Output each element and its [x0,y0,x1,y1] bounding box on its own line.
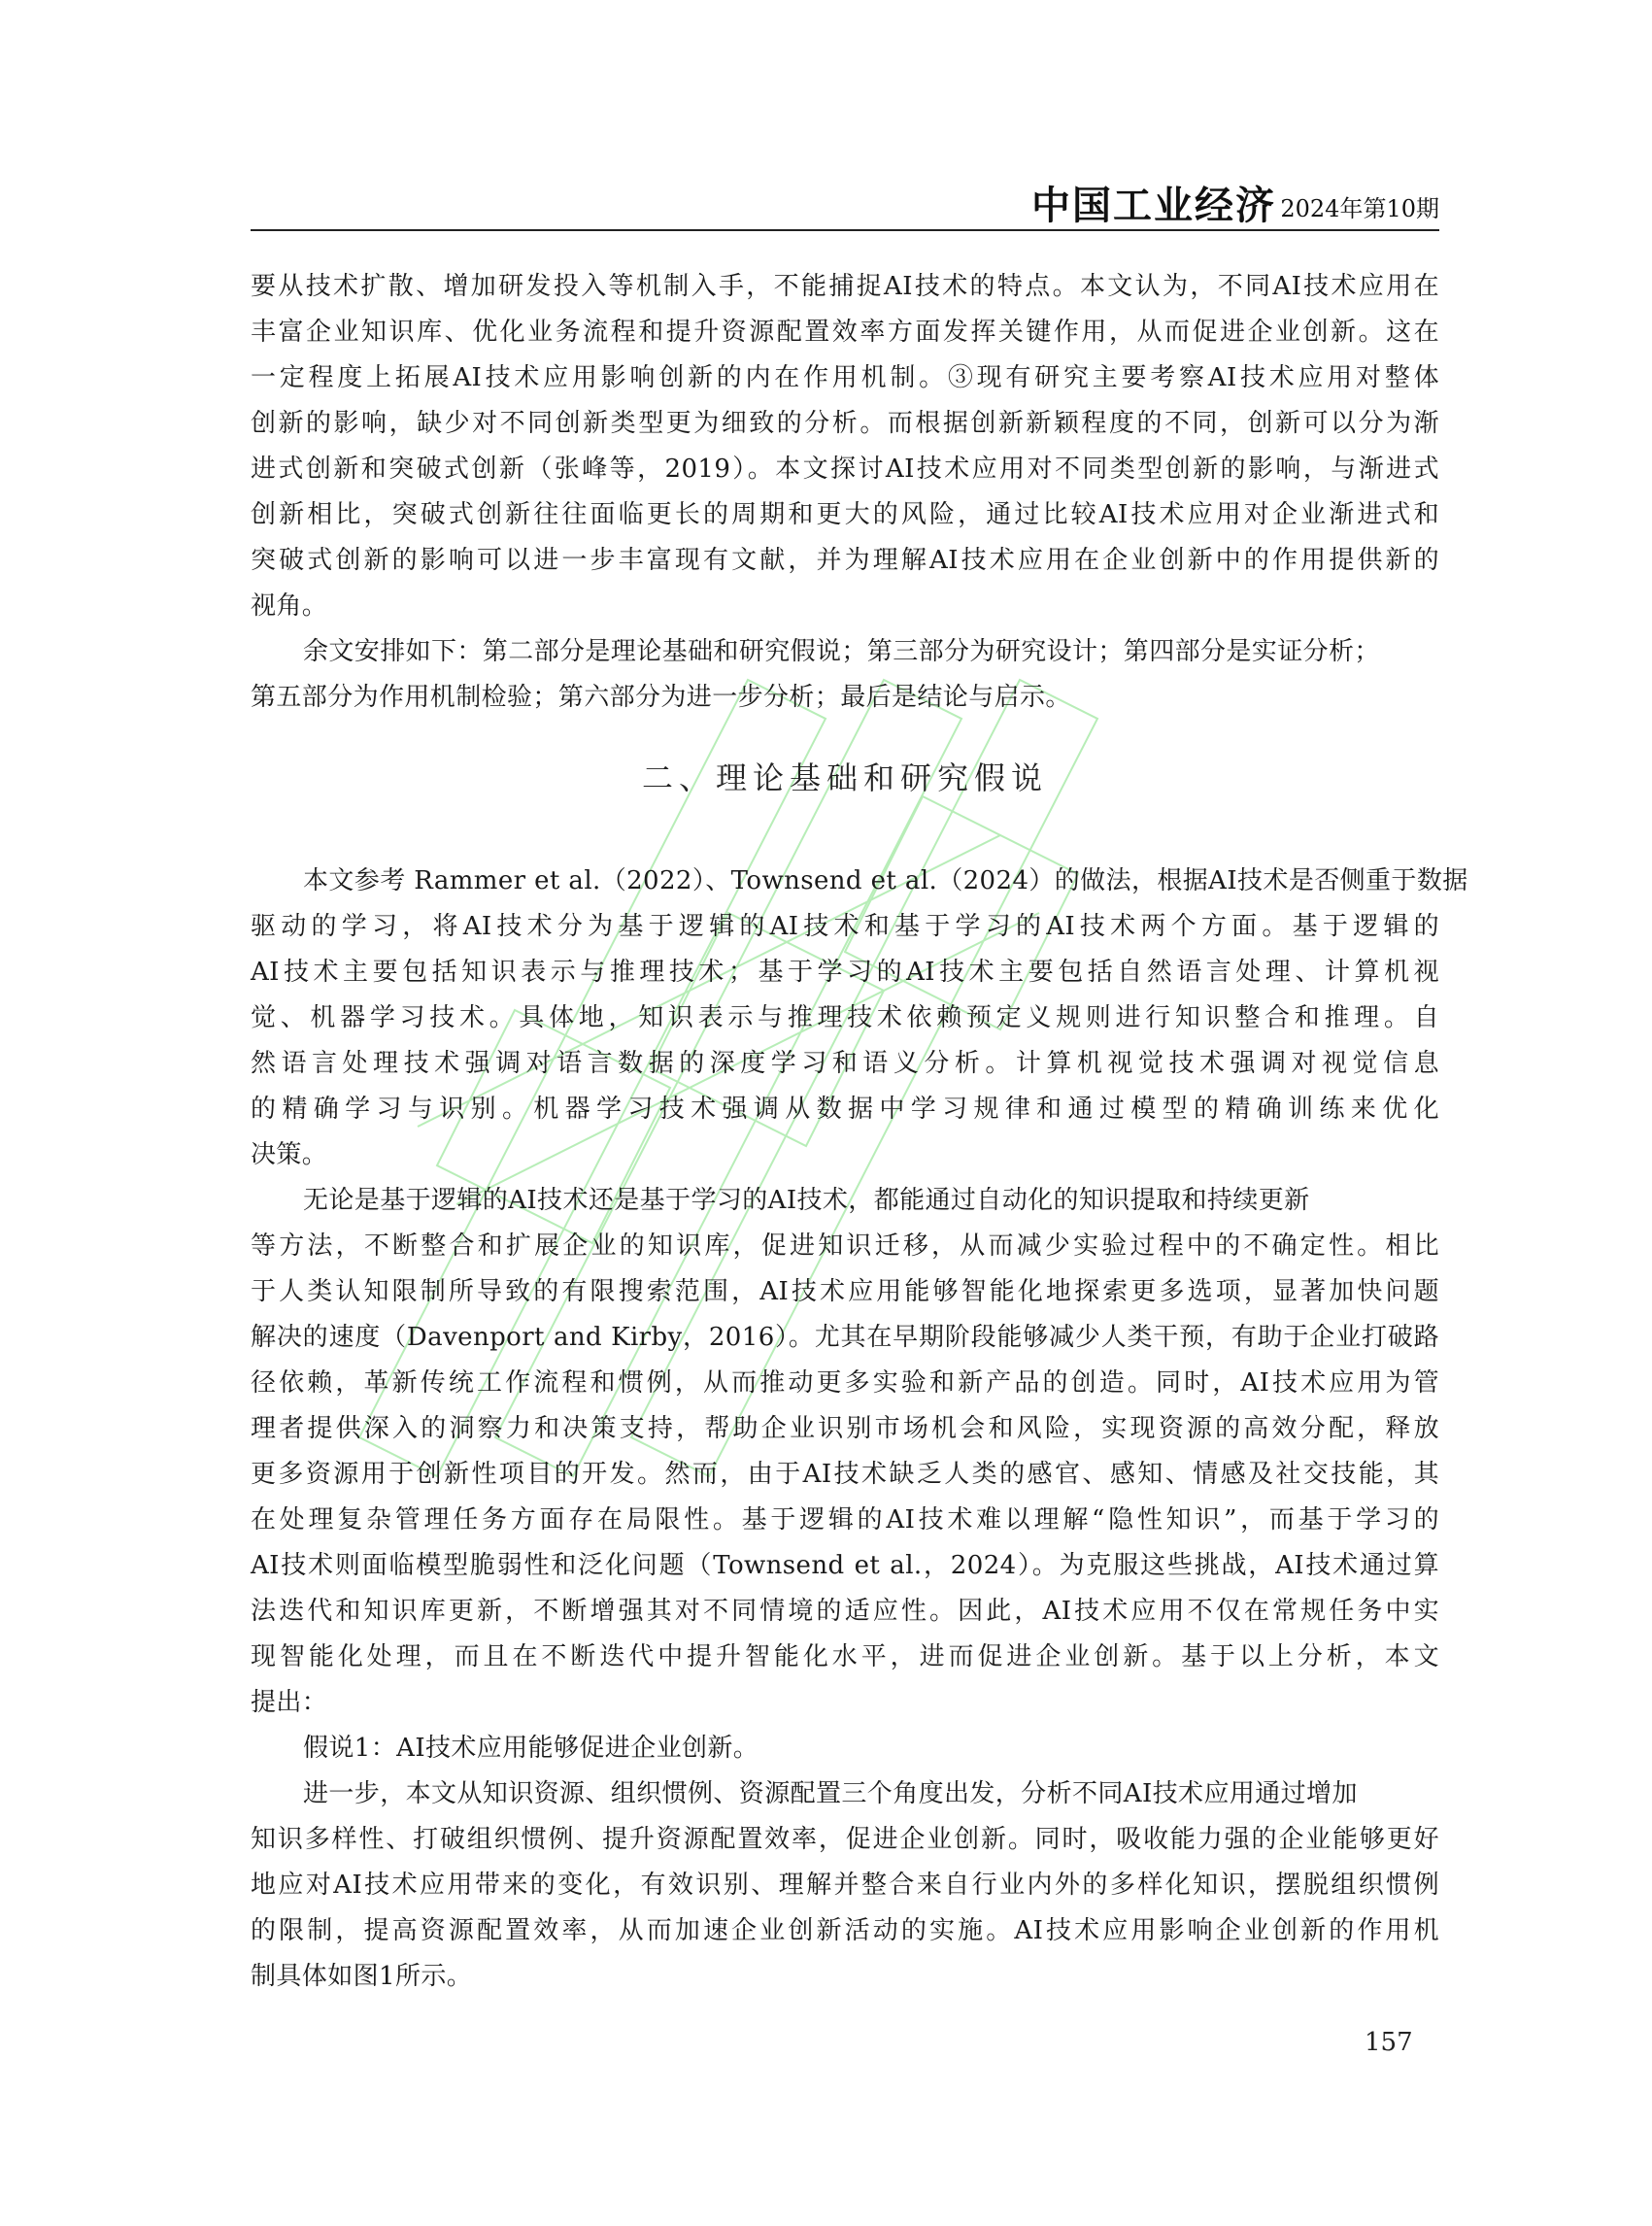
section-heading: 二、理论基础和研究假说 [641,759,1048,796]
running-header [251,183,1439,231]
paragraph-line: 的精确学习与识别。机器学习技术强调从数据中学习规律和通过模型的精确训练来优化 [251,1095,1439,1124]
journal-name: 中国工业经济 [1031,184,1276,228]
paragraph-line: 径依赖，革新传统工作流程和惯例，从而推动更多实验和新产品的创造。同时，AI技术应用为管 [251,1368,1439,1398]
hypothesis-statement: 假说1：AI技术应用能够促进企业创新。 [303,1734,759,1763]
paragraph-line: AI技术主要包括知识表示与推理技术；基于学习的AI技术主要包括自然语言处理、计算机视 [251,958,1439,987]
paragraph-line: 于人类认知限制所导致的有限搜索范围，AI技术应用能够智能化地探索更多选项，显著加快问题 [251,1277,1439,1306]
paragraph-line: 第五部分为作用机制检验；第六部分为进一步分析；最后是结论与启示。 [251,683,1071,712]
paragraph-line: 本文参考 Rammer et al.（2022）、Townsend et al.（2024）的做法，根据AI技术是否侧重于数据 [303,866,1468,895]
paragraph-line: 更多资源用于创新性项目的开发。然而，由于AI技术缺乏人类的感官、感知、情感及社交技能，其 [251,1460,1439,1489]
article-body [251,264,1468,2000]
issue-number: 2024年第10期 [1280,195,1439,222]
paragraph-line: 觉、机器学习技术。具体地，知识表示与推理技术依赖预定义规则进行知识整合和推理。自 [251,1003,1439,1032]
paragraph-line: 余文安排如下：第二部分是理论基础和研究假说；第三部分为研究设计；第四部分是实证分析； [303,637,1380,666]
paragraph-line: 在处理复杂管理任务方面存在局限性。基于逻辑的AI技术难以理解“隐性知识”，而基于学习的 [251,1505,1439,1535]
paragraph-line: 解决的速度（Davenport and Kirby，2016）。尤其在早期阶段能够减少人类干预，有助于企业打破路 [251,1323,1439,1352]
paragraph-line: AI技术则面临模型脆弱性和泛化问题（Townsend et al.，2024）。为克服这些挑战，AI技术通过算 [251,1551,1439,1580]
paragraph-line: 决策。 [251,1140,328,1169]
paragraph-line: 理者提供深入的洞察力和决策支持，帮助企业识别市场机会和风险，实现资源的高效分配，释放 [251,1414,1439,1443]
paragraph-line: 等方法，不断整合和扩展企业的知识库，促进知识迁移，从而减少实验过程中的不确定性。相比 [251,1231,1439,1261]
paragraph-line: 要从技术扩散、增加研发投入等机制入手，不能捕捉AI技术的特点。本文认为，不同AI技术应用在 [251,272,1439,301]
paragraph-line: 的限制，提高资源配置效率，从而加速企业创新活动的实施。AI技术应用影响企业创新的作用机 [251,1916,1439,1945]
paragraph-line: 视角。 [251,591,328,621]
paragraph-line: 无论是基于逻辑的AI技术还是基于学习的AI技术，都能通过自动化的知识提取和持续更新 [303,1186,1310,1215]
paragraph-line: 突破式创新的影响可以进一步丰富现有文献，并为理解AI技术应用在企业创新中的作用提供新的 [251,546,1439,575]
paragraph-line: 现智能化处理，而且在不断迭代中提升智能化水平，进而促进企业创新。基于以上分析，本文 [251,1642,1439,1671]
paragraph-line: 创新相比，突破式创新往往面临更长的周期和更大的风险，通过比较AI技术应用对企业渐进式和 [251,500,1439,529]
paragraph-line: 进式创新和突破式创新（张峰等，2019）。本文探讨AI技术应用对不同类型创新的影响，与渐进式 [251,455,1439,484]
paragraph-line: 制具体如图1所示。 [251,1962,473,1991]
paragraph-line: 进一步，本文从知识资源、组织惯例、资源配置三个角度出发，分析不同AI技术应用通过增加 [303,1779,1358,1808]
paragraph-line: 地应对AI技术应用带来的变化，有效识别、理解并整合来自行业内外的多样化知识，摆脱组织惯例 [251,1871,1439,1900]
paragraph-line: 一定程度上拓展AI技术应用影响创新的内在作用机制。③现有研究主要考察AI技术应用对整体 [251,363,1439,392]
paragraph-line: 创新的影响，缺少对不同创新类型更为细致的分析。而根据创新新颖程度的不同，创新可以分为渐 [251,409,1439,438]
paragraph-line: 法迭代和知识库更新，不断增强其对不同情境的适应性。因此，AI技术应用不仅在常规任务中实 [251,1597,1439,1626]
paragraph-line: 然语言处理技术强调对语言数据的深度学习和语义分析。计算机视觉技术强调对视觉信息 [251,1049,1439,1078]
paragraph-line: 丰富企业知识库、优化业务流程和提升资源配置效率方面发挥关键作用，从而促进企业创新。这在 [251,318,1439,347]
page-number: 157 [1365,2028,1413,2057]
paragraph-line: 驱动的学习，将AI技术分为基于逻辑的AI技术和基于学习的AI技术两个方面。基于逻辑的 [251,912,1439,941]
paragraph-line: 提出： [251,1688,328,1717]
paragraph-line: 知识多样性、打破组织惯例、提升资源配置效率，促进企业创新。同时，吸收能力强的企业能够更好 [251,1825,1439,1854]
